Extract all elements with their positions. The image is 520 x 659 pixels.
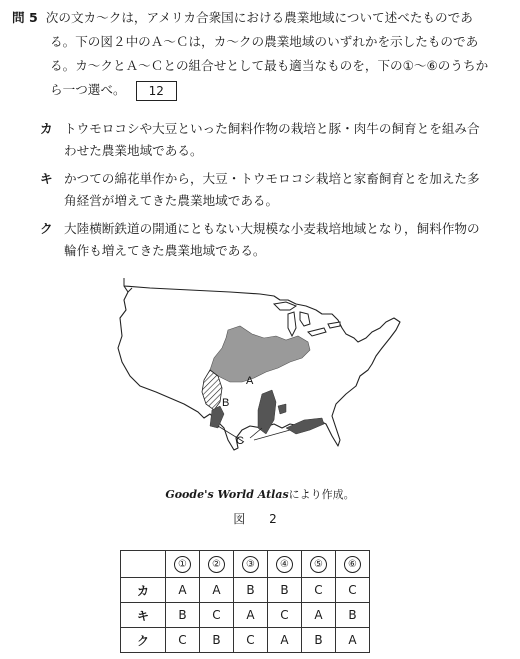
table-cell: C [268,603,302,628]
question-line-2: る。下の図２中のＡ～Ｃは，カ～クの農業地域のいずれかを示したものであ [50,34,479,49]
choice-ki: キ かつての綿花単作から，大豆・トウモロコシ栽培と家畜飼育とを加えた多 角経営が増えてきた農業地域である。 [64,168,504,212]
figure-label: 図 2 [233,512,287,526]
question-line-1: 問 5 次の文カ～クは，アメリカ合衆国における農業地域について述べたものであ [12,10,473,25]
lake-ontario [328,322,340,328]
table-cell: C [336,578,370,603]
map-label-b: B [222,397,230,409]
region-c-center [258,390,276,434]
answer-box[interactable]: 12 [136,81,177,101]
question-line-3: る。カ～クとＡ～Ｃとの組合せとして最も適当なものを，下の①～⑥のうちか [50,58,489,73]
table-cell: A [268,628,302,653]
table-cell: A [336,628,370,653]
table-header-cell: ④ [268,551,302,578]
table-cell: C [200,603,234,628]
choice-key: ク [40,221,53,236]
region-c-west [210,406,224,428]
choice-ku: ク 大陸横断鉄道の開通にともない大規模な小麦栽培地域となり，飼料作物の 輪作も増えてきた農業地域である。 [64,218,504,262]
choice-key: カ [40,121,53,136]
table-cell: A [200,578,234,603]
choice-ka: カ トウモロコシや大豆といった飼料作物の栽培と豚・肉牛の飼育とを組み合 わせた農業地域である。 [64,118,504,162]
row-label: キ [121,603,166,628]
leader-c-2 [250,428,262,438]
table-header-cell: ① [166,551,200,578]
lake-huron [300,312,310,326]
table-cell: A [166,578,200,603]
table-header-cell: ⑥ [336,551,370,578]
table-row [121,628,370,653]
table-cell: B [302,628,336,653]
table-row [121,603,370,628]
choice-list [40,118,504,268]
table-cell: B [166,603,200,628]
map-caption [0,486,520,502]
question-line-4: ら一つ選べ。 12 [12,78,512,102]
table-corner [121,551,166,578]
lake-superior [274,302,296,310]
table-cell: B [234,578,268,603]
table-header-cell: ⑤ [302,551,336,578]
table-row [121,578,370,603]
map-label-c: C [236,435,244,447]
lake-erie [308,328,326,336]
table-header-row [121,551,370,578]
row-label: ク [121,628,166,653]
table-cell: A [234,603,268,628]
usa-map [110,278,410,478]
table-cell: C [234,628,268,653]
map-label-a: A [246,375,254,387]
choice-key: キ [40,171,53,186]
region-a [210,326,310,382]
question-stem [12,6,512,102]
table-cell: B [268,578,302,603]
caption-suffix: により作成。 [288,488,355,501]
table-cell: A [302,603,336,628]
region-c-small [278,404,286,414]
caption-source: Goode's World Atlas [165,488,289,501]
answer-table [120,550,370,653]
table-cell: B [200,628,234,653]
question-label: 問 5 [12,10,38,25]
table-header-cell: ③ [234,551,268,578]
leader-c-3 [254,430,290,440]
table-cell: C [166,628,200,653]
nw-coast [124,278,132,292]
table-cell: B [336,603,370,628]
lake-michigan [288,312,296,336]
table-cell: C [302,578,336,603]
region-c-east [286,418,324,434]
table-header-cell: ② [200,551,234,578]
row-label: カ [121,578,166,603]
